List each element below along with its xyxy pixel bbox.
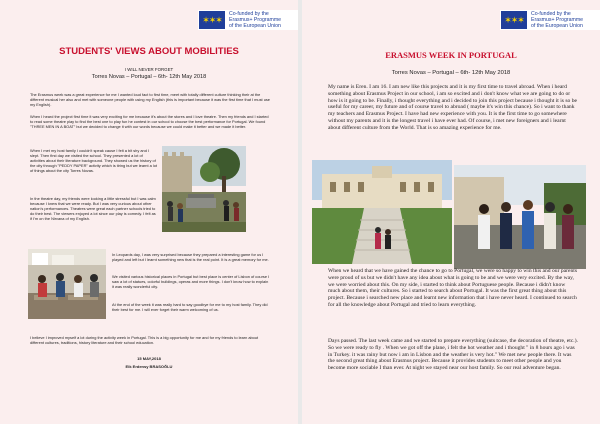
castle-garden-illustration [162,146,246,232]
left-date: 15 MAY,2018 [137,356,161,361]
palace-illustration [312,160,452,264]
left-paragraph-7a: At the end of the week it was really hard to say goodbye for me to my host family. They did their best for me. I will ever forget their warm welcoming of us. [112,302,268,313]
left-author: Elk Erdensy BRASOĞLU [125,364,173,369]
left-paragraph-2: When I heard the project first time it was very exciting for me because it's about the stores and I love theatre. Then my friends and I started to read some theatre play to find the best one to play fun he contest in our school to choose the best performance for Portugal. We found "THREE MEN IN A BOAT" but we decided to change it with our words because we could make it better and we made it better. [30,114,269,130]
right-paragraph-2: When we heard that we have gained the chance to go to Portugal, we were so happy to win this and our parents were proud of us but we didn't have any idea about what is going to be and we were very excited. By the way, we were worried about this. On my side, i started to think about Portuguese people. Because i didn't know much about them, their cultures. So i started to search about Portugal. It was the first great thing about this project. Because i searched new place and learnt new information that i have never heard. I continued to search for all the knowledge about Portugal and tried to learn everything. [328,268,577,308]
right-paragraph-3: Days passed. The last week came and we started to prepare everything (suitcase, the decoration of theatre, etc.). So we were ready to fly . When we got off the plane, i felt the hot weather and i thought " in 8 hours ago i was in Turkey. it was rainy but now i am in Lisbon and the weather is very hot." We met new people there. It was the second great thing about Erasmus project. Because it provides students to meet other people and you become more sociable I than ever. At night we stayed near our host family. So our real adventure began. [328,338,578,372]
left-paragraph-6: We visited various historical places in Portugal but best place is center of Lisbon of course I saw a lot of statues, colorful buildings, operas and more things. I don't know how to explain it was really wonderful city. [112,274,270,290]
eu-badge-text-right: Co-funded by the Erasmus+ Programme of the European Union [531,11,584,29]
castle-garden-photo [162,146,246,232]
right-page [302,0,600,424]
classroom-illustration [28,249,106,319]
eu-flag-icon: ✶✶✶ [199,11,225,29]
left-paragraph-3: When I met my host family I couldn't speak cause I felt a bit shy and I slept. Then first day we visited the school. They presented a lot of activities about their literature background. They showed us the history of the city through "PEDDY PAPER" activity which is tiring but we learnt a lot of things about the city Torres Novas. [30,148,157,174]
group-photo [454,165,586,269]
right-page-title: ERASMUS WEEK IN PORTUGAL [385,50,517,60]
left-page-title: STUDENTS' VIEWS ABOUT MOBILITIES [59,46,239,57]
left-paragraph-4: In the theatre day, my friends were looking a little stressful but I was calm because I knew that we were ready. But I was very curious about other nation's performances. Theatres were great each partner schools tried to do their best. The viewers enjoyed a lot since our play is comedy. I felt as if I'm on the Nirvana of my English. [30,196,156,222]
left-paragraph-1: The Erasmus week was a great experience for me I wanted loud fact to first time, meet with totally different culture thinking their at the different musical her also and met with someone people with using my English (this is important because it was the first time that I must use my English). [30,92,270,108]
eu-flag-icon: ✶✶✶ [501,11,527,29]
left-paragraph-8: I believe I improved myself a lot during the activity week in Portugal. This is a big opportunity for me and for my friends to learn about different cultures, traditions, history literature and their school education. [30,335,259,346]
left-page [0,0,298,424]
right-paragraph-1: My name is Eren. I am 16. I am new like this projects and it is my first time to travel abroad. When i heard something about Erasmus Project in our school, i am so excited and i don't know what we are going to do or how is it going to be. Finally, i thought everything and i decided to join this project because i thought it is so be useful for my career, my future and of course travel to abroad ( maybe it's win this chance). So i want to thank my teachers and Erasmus Project. I have had new experience with you. It is the first time to go somewhere without my parents and it is the longest travel i have ever had. Of course, i met new foreigners and i learnt about different culture from the World. That is so amazing experience for me. [328,84,577,131]
eu-badge-right [500,10,600,30]
left-paragraph-5: In Leopards day, I was very surprised because they prepared a interesting game for us I played and left but I learnt something new that is the real point. It is a great memory for me. [112,252,269,263]
classroom-photo [28,249,106,319]
left-location: Torres Novas – Portugal – 6th- 12th May 2018 [91,74,207,80]
left-kicker: I WILL NEVER FORGET [124,67,174,72]
eu-badge-text: Co-funded by the Erasmus+ Programme of the European Union [229,11,282,29]
palace-photo [312,160,452,264]
right-location: Torres Novas – Portugal – 6th- 12th May 2018 [391,70,511,76]
eu-badge [198,10,298,30]
group-illustration [454,165,586,269]
